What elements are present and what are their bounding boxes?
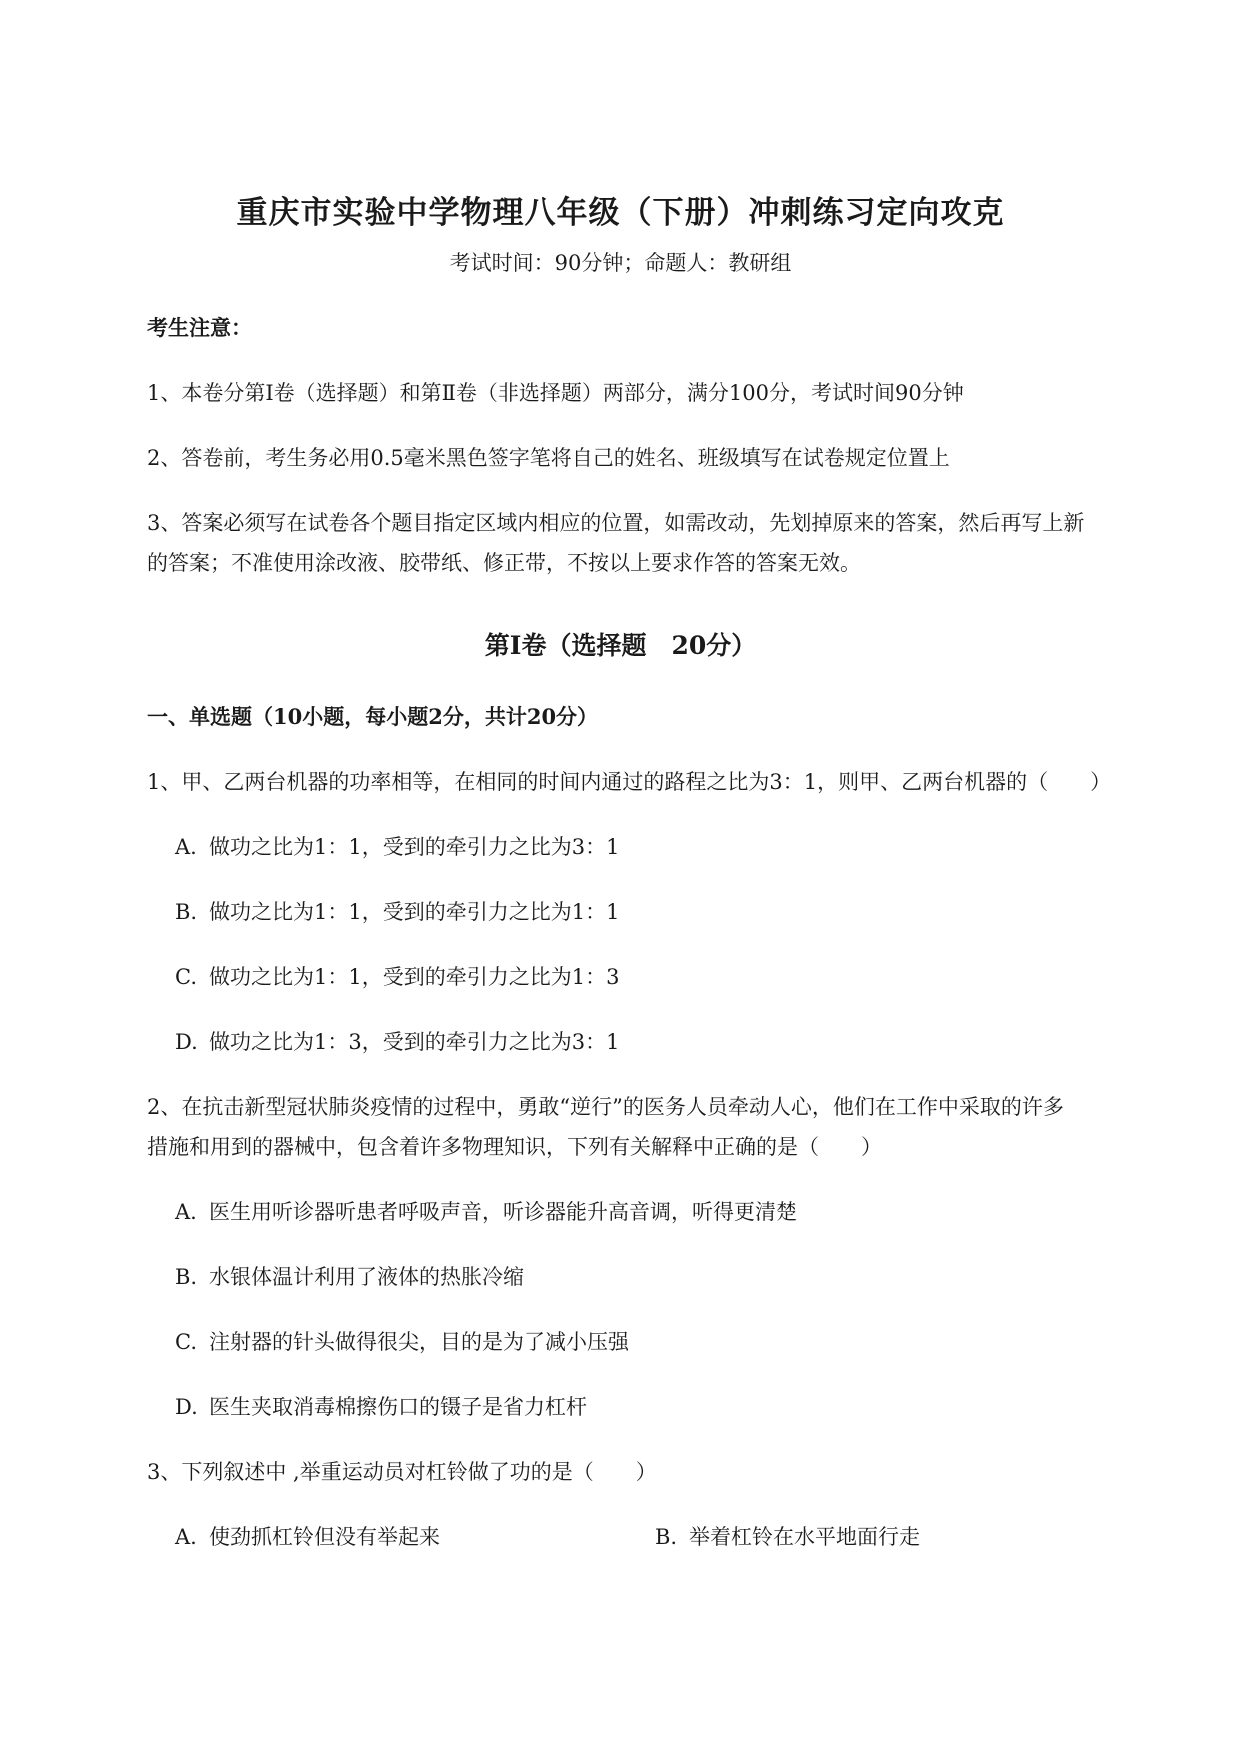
question-option[interactable] (175, 1261, 524, 1291)
page-subtitle: 考试时间：90分钟；命题人：教研组 (449, 251, 792, 275)
question-option[interactable] (655, 1521, 920, 1551)
part-heading: 一、单选题（10小题，每小题2分，共计20分） (147, 704, 599, 729)
question-option[interactable] (175, 896, 619, 926)
option-text: 水银体温计利用了液体的热胀冷缩 (209, 1265, 524, 1289)
question-option[interactable] (175, 961, 619, 991)
option-letter: B. (175, 1265, 198, 1289)
notice-item: 3、答案必须写在试卷各个题目指定区域内相应的位置，如需改动，先划掉原来的答案，然后再写上新 (147, 511, 1085, 535)
option-letter: B. (655, 1525, 678, 1549)
question-option[interactable] (175, 1196, 797, 1226)
question-option[interactable] (175, 1391, 587, 1421)
question-option[interactable] (175, 831, 619, 861)
option-text: 做功之比为1：1，受到的牵引力之比为1：3 (209, 965, 620, 989)
option-letter: B. (175, 900, 198, 924)
option-letter: C. (175, 965, 197, 989)
section-title: 第I卷（选择题 20分） (484, 631, 757, 660)
question-option[interactable] (175, 1326, 629, 1356)
question-option[interactable] (175, 1521, 440, 1551)
option-text: 注射器的针头做得很尖，目的是为了减小压强 (209, 1330, 629, 1354)
option-text: 医生用听诊器听患者呼吸声音，听诊器能升高音调，听得更清楚 (209, 1200, 797, 1224)
option-text: 做功之比为1：1，受到的牵引力之比为3：1 (209, 835, 620, 859)
notice-item: 2、答卷前，考生务必用0.5毫米黑色签字笔将自己的姓名、班级填写在试卷规定位置上 (147, 446, 950, 470)
option-letter: A. (175, 1525, 197, 1549)
option-letter: A. (175, 1200, 197, 1224)
page-title: 重庆市实验中学物理八年级（下册）冲刺练习定向攻克 (236, 195, 1005, 231)
option-text: 做功之比为1：3，受到的牵引力之比为3：1 (209, 1030, 620, 1054)
option-letter: D. (175, 1395, 198, 1419)
option-text: 做功之比为1：1，受到的牵引力之比为1：1 (209, 900, 620, 924)
option-text: 使劲抓杠铃但没有举起来 (209, 1525, 440, 1549)
notice-item: 1、本卷分第I卷（选择题）和第Ⅱ卷（非选择题）两部分，满分100分，考试时间90分钟 (147, 381, 964, 405)
notice-item: 的答案；不准使用涂改液、胶带纸、修正带，不按以上要求作答的答案无效。 (147, 551, 861, 575)
option-text: 举着杠铃在水平地面行走 (689, 1525, 920, 1549)
option-letter: A. (175, 835, 197, 859)
question-stem: 2、在抗击新型冠状肺炎疫情的过程中，勇敢“逆行”的医务人员牵动人心，他们在工作中采取的许多 (147, 1095, 1064, 1119)
notice-heading: 考生注意： (147, 315, 252, 340)
question-stem: 3、下列叙述中 ,举重运动员对杠铃做了功的是（ ） (147, 1460, 657, 1484)
option-letter: C. (175, 1330, 197, 1354)
option-text: 医生夹取消毒棉擦伤口的镊子是省力杠杆 (209, 1395, 587, 1419)
option-letter: D. (175, 1030, 198, 1054)
question-stem: 措施和用到的器械中，包含着许多物理知识，下列有关解释中正确的是（ ） (147, 1135, 882, 1159)
question-option[interactable] (175, 1026, 619, 1056)
question-stem: 1、甲、乙两台机器的功率相等，在相同的时间内通过的路程之比为3：1，则甲、乙两台机器的（ ） (147, 770, 1112, 794)
